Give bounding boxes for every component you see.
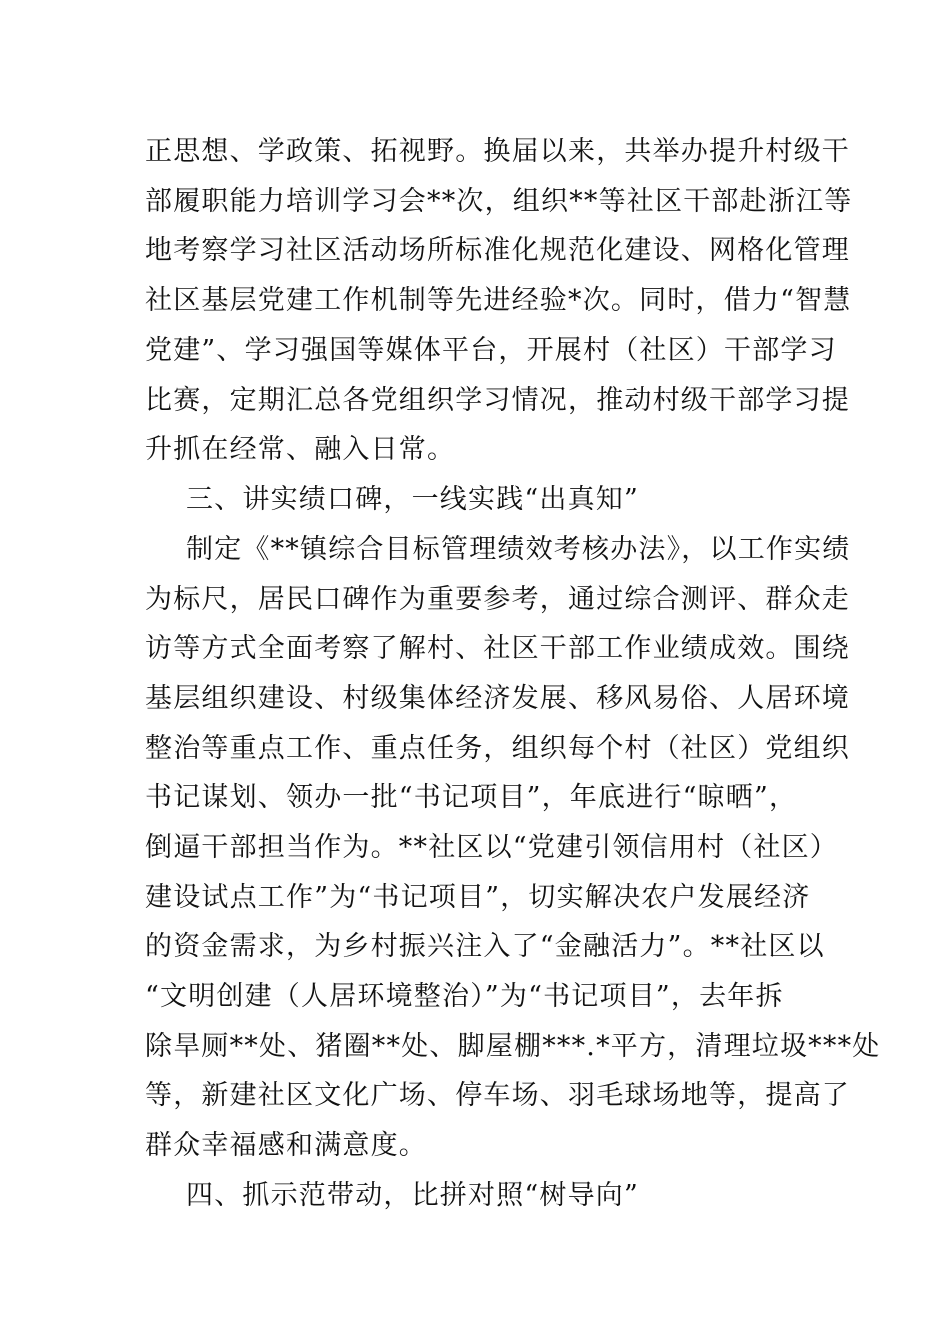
text-line-10: 为标尺，居民口碑作为重要参考，通过综合测评、群众走: [145, 584, 850, 615]
text-line-20: 等，新建社区文化广场、停车场、羽毛球场地等，提高了: [145, 1080, 850, 1111]
text-line-5: 党建”、学习强国等媒体平台，开展村（社区）干部学习: [145, 335, 837, 366]
text-line-11: 访等方式全面考察了解村、社区干部工作业绩成效。围绕: [145, 633, 850, 664]
text-line-15: 倒逼干部担当作为。**社区以“党建引领信用村（社区）: [145, 832, 839, 863]
text-line-9: 制定《**镇综合目标管理绩效考核办法》，以工作实绩: [186, 534, 851, 565]
text-line-4: 社区基层党建工作机制等先进经验*次。同时，借力“智慧: [145, 285, 852, 316]
text-line-16: 建设试点工作”为“书记项目”，切实解决农户发展经济: [145, 882, 811, 913]
text-line-18: “文明创建（人居环境整治）”为“书记项目”，去年拆: [145, 981, 784, 1012]
text-line-7: 升抓在经常、融入日常。: [145, 434, 456, 465]
text-line-3: 地考察学习社区活动场所标准化规范化建设、网格化管理: [145, 235, 850, 266]
text-line-19: 除旱厕**处、猪圈**处、脚屋棚***.*平方，清理垃圾***处: [145, 1031, 881, 1062]
text-line-21: 群众幸福感和满意度。: [145, 1130, 427, 1161]
text-line-2: 部履职能力培训学习会**次，组织**等社区干部赴浙江等: [145, 186, 853, 217]
text-line-13: 整治等重点工作、重点任务，组织每个村（社区）党组织: [145, 733, 850, 764]
text-line-12: 基层组织建设、村级集体经济发展、移风易俗、人居环境: [145, 683, 850, 714]
text-line-1: 正思想、学政策、拓视野。换届以来，共举办提升村级干: [145, 136, 850, 167]
section-heading-4: 四、抓示范带动，比拼对照“树导向”: [186, 1180, 640, 1211]
section-heading-3: 三、讲实绩口碑，一线实践“出真知”: [186, 484, 640, 515]
text-line-17: 的资金需求，为乡村振兴注入了“金融活力”。**社区以: [145, 931, 825, 962]
text-line-6: 比赛，定期汇总各党组织学习情况，推动村级干部学习提: [145, 385, 850, 416]
text-line-14: 书记谋划、领办一批“书记项目”，年底进行“晾晒”，: [145, 782, 798, 813]
